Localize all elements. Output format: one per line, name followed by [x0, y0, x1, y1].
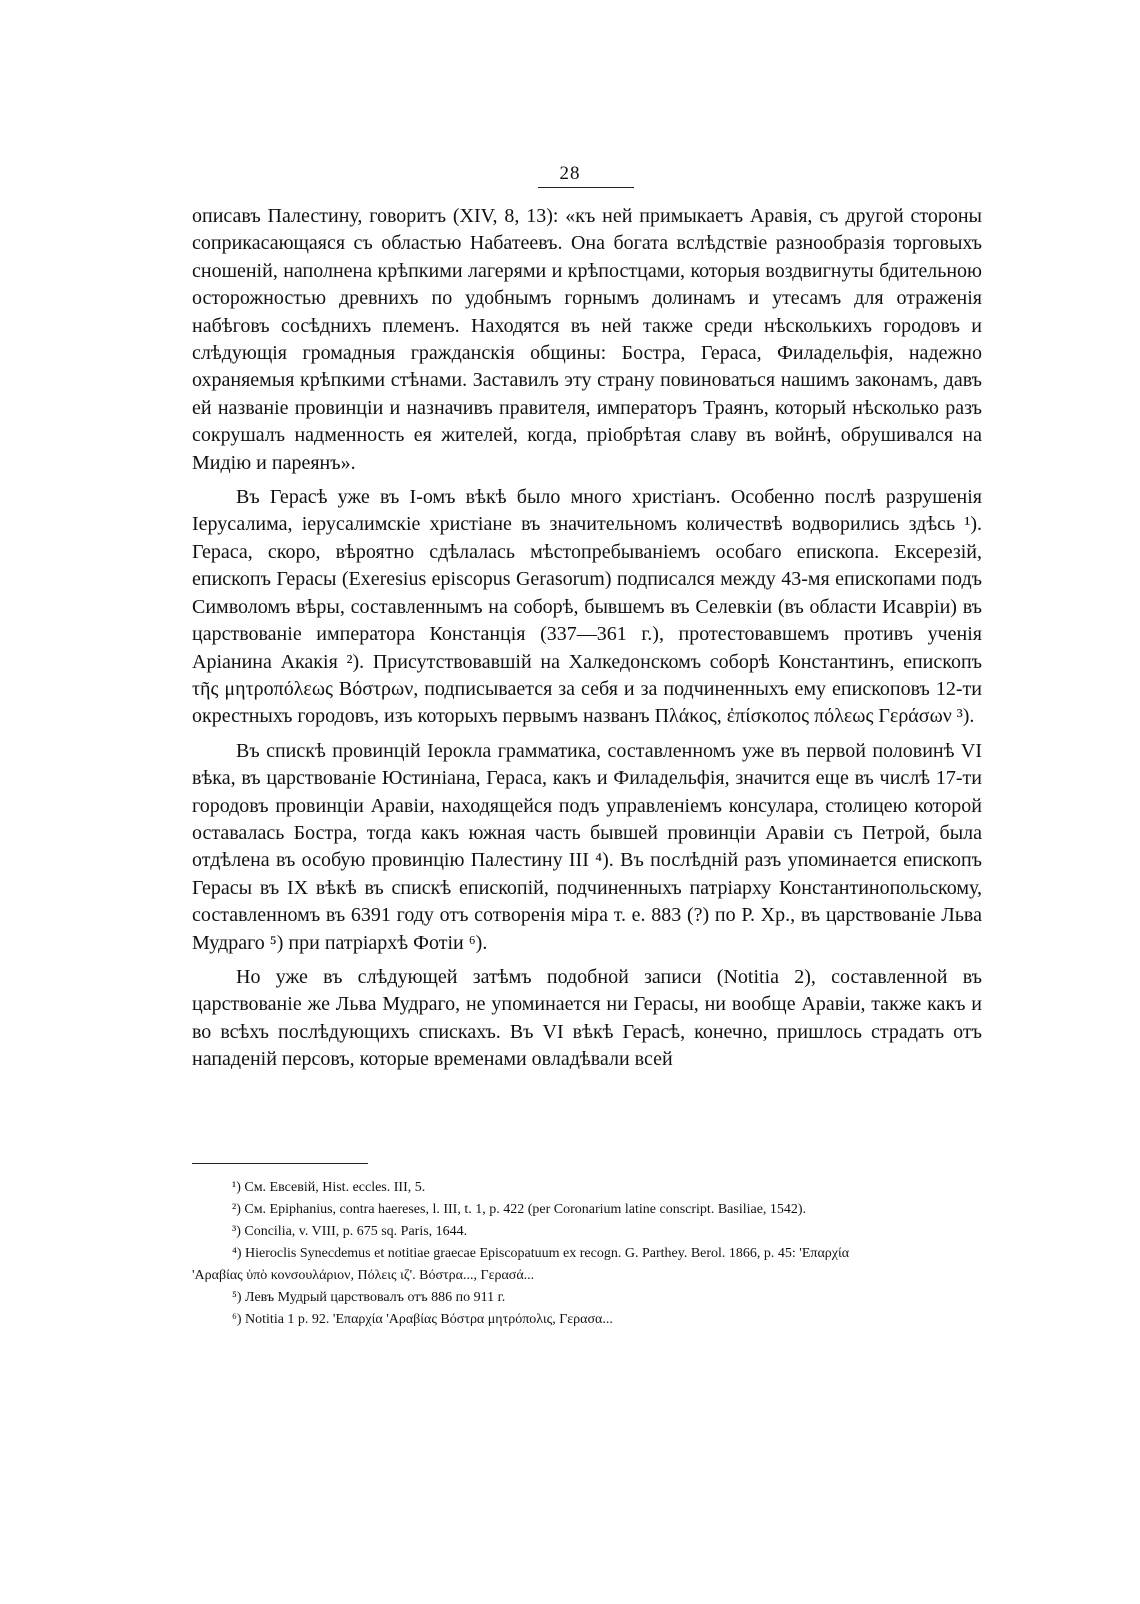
paragraph-2: Въ Герасѣ уже въ I-омъ вѣкѣ было много христіанъ. Особенно послѣ разрушенія Іерусалима, іерусалимскіе христіане въ значительномъ количествѣ водворились здѣсь ¹). Гераса, скоро, вѣроятно сдѣлалась мѣстопребываніемъ особаго епископа. Ексерезій, епископъ Герасы (Exeresius episcopus Gerasorum) подписался между 43-мя епископами подъ Символомъ вѣры, составленнымъ на соборѣ, бывшемъ въ Селевкіи (въ области Исавріи) въ царствованіе императора Констанція (337—361 г.), протестовавшемъ противъ ученія Аріанина Акакія ²). Присутствовавшій на Халкедонскомъ соборѣ Константинъ, епископъ τῆς μητροπόλεως Βόστρων, подписывается за себя и за подчиненныхъ ему епископовъ 12-ти окрестныхъ городовъ, изъ которыхъ первымъ названъ Πλάκος, ἐπίσκοπος πόλεως Γεράσων ³).	[192, 486, 982, 728]
paragraph-1: описавъ Палестину, говоритъ (XIV, 8, 13): «къ ней примыкаетъ Аравія, съ другой стороны соприкасающаяся съ областью Набатеевъ. Она богата вслѣдствіе разнообразія торговыхъ сношеній, наполнена крѣпкими лагерями и крѣпостцами, которыя воздвигнуты бдительною осторожностью древнихъ по удобнымъ горнымъ долинамъ и утесамъ для отраженія набѣговъ сосѣднихъ племенъ. Находятся въ ней также среди нѣсколькихъ городовъ и слѣдующія громадныя гражданскія общины: Бостра, Гераса, Филадельфія, надежно охраняемыя крѣпкими стѣнами. Заставилъ эту страну повиноваться нашимъ законамъ, давъ ей названіе провинціи и назначивъ правителя, императоръ Траянъ, который нѣсколько разъ сокрушалъ надменность ея жителей, когда, пріобрѣтая славу въ войнѣ, обрушивался на Мидію и пареянъ».	[192, 205, 982, 474]
paragraph-4: Но уже въ слѣдующей затѣмъ подобной записи (Notitia 2), составленной въ царствованіе же Льва Мудраго, не упоминается ни Герасы, ни вообще Аравіи, также какъ и во всѣхъ послѣдующихъ спискахъ. Въ VI вѣкѣ Герасѣ, конечно, пришлось страдать отъ нападеній персовъ, которые временами овладѣвали всей	[192, 965, 982, 1071]
footnote-2: ²) См. Epiphanius, contra haereses, l. III, t. 1, p. 422 (per Coronarium latine conscript. Basiliae, 1542).	[232, 1202, 807, 1217]
footnote-4: ⁴) Hieroclis Synecdemus et notitiae graecae Episcopatuum ex recogn. G. Parthey. Berol. 1866, p. 45: 'Επαρχία	[232, 1246, 850, 1261]
footnote-separator	[192, 1163, 368, 1164]
footnote-4-continuation: 'Αραβίας ὑπὸ κονσουλάριον, Πόλεις ιζ'. Βόστρα..., Γερασά...	[192, 1268, 535, 1283]
page-number: 28	[559, 163, 581, 184]
footnotes	[192, 1177, 982, 1331]
footnote-1: ¹) См. Евсевій, Hist. eccles. III, 5.	[232, 1180, 426, 1195]
paragraph-3: Въ спискѣ провинцій Іерокла грамматика, составленномъ уже въ первой половинѣ VI вѣка, въ царствованіе Юстиніана, Гераса, какъ и Филадельфія, значится еще въ числѣ 17-ти городовъ провинціи Аравіи, находящейся подъ управленіемъ консулара, столицею которой оставалась Бостра, тогда какъ южная часть бывшей провинціи Аравіи съ Петрой, была отдѣлена въ особую провинцію Палестину III ⁴). Въ послѣдній разъ упоминается епископъ Герасы въ IX вѣкѣ въ спискѣ епископій, подчиненныхъ патріарху Константинопольскому, составленномъ въ 6391 году отъ сотворенія міра т. е. 883 (?) по Р. Хр., въ царствованіе Льва Мудраго ⁵) при патріархѣ Фотіи ⁶).	[192, 739, 982, 954]
main-text	[192, 203, 982, 1074]
footnote-3: ³) Concilia, v. VIII, p. 675 sq. Paris, 1644.	[232, 1224, 468, 1239]
footnote-5: ⁵) Левъ Мудрый царствовалъ отъ 886 по 911 г.	[232, 1290, 506, 1305]
page-number-rule	[538, 187, 634, 188]
footnote-6: ⁶) Notitia 1 p. 92. 'Επαρχία 'Αραβίας Βόστρα μητρόπολις, Γερασα...	[232, 1312, 613, 1327]
